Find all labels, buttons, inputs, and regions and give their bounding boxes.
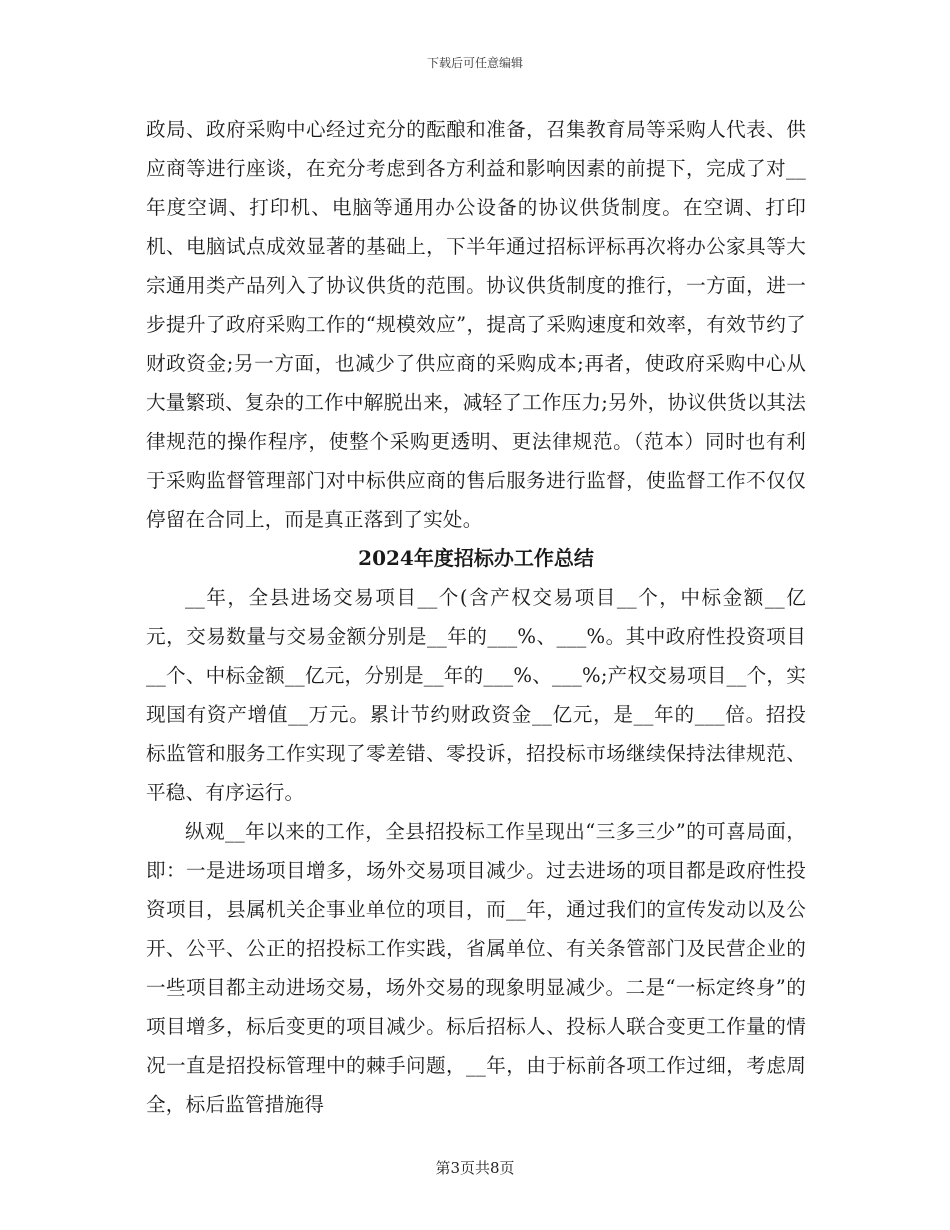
body-paragraph-2: 纵观__年以来的工作，全县招投标工作呈现出“三多三少”的可喜局面，即：一是进场项目增多，场外交易项目减少。过去进场的项目都是政府性投资项目，县属机关企事业单位的项目，而__年，通过我们的宣传发动以及公开、公平、公正的招投标工作实践，省属单位、有关条管部门及民营企业的一些项目都主动进场交易，场外交易的现象明显减少。二是“一标定终身”的项目增多，标后变更的项目减少。标后招标人、投标人联合变更工作量的情况一直是招投标管理中的棘手问题，__年，由于标前各项工作过细，考虑周全，标后监管措施得 [146, 820, 806, 1116]
document-body [146, 110, 806, 1124]
intro-paragraph: 政局、政府采购中心经过充分的酝酿和准备，召集教育局等采购人代表、供应商等进行座谈，在充分考虑到各方利益和影响因素的前提下，完成了对__年度空调、打印机、电脑等通用办公设备的协议供货制度。在空调、打印机、电脑试点成效显著的基础上，下半年通过招标评标再次将办公家具等大宗通用类产品列入了协议供货的范围。协议供货制度的推行，一方面，进一步提升了政府采购工作的“规模效应”，提高了采购速度和效率，有效节约了财政资金;另一方面，也减少了供应商的采购成本;再者，使政府采购中心从大量繁琐、复杂的工作中解脱出来，减轻了工作压力;另外，协议供货以其法律规范的操作程序，使整个采购更透明、更法律规范。（范本）同时也有利于采购监督管理部门对中标供应商的售后服务进行监督，使监督工作不仅仅停留在合同上，而是真正落到了实处。 [146, 118, 806, 531]
section-title: 2024年度招标办工作总结 [358, 546, 594, 570]
page-number: 第3页共8页 [435, 1159, 515, 1177]
header-note: 下载后可任意编辑 [426, 56, 523, 70]
body-paragraph-1: __年，全县进场交易项目__个(含产权交易项目__个，中标金额__亿元，交易数量与交易金额分别是__年的___%、___%。其中政府性投资项目__个、中标金额__亿元，分别是__年的___%、___%;产权交易项目__个，实现国有资产增值__万元。累计节约财政资金__亿元，是__年的___倍。招投标监管和服务工作实现了零差错、零投诉，招投标市场继续保持法律规范、平稳、有序运行。 [146, 586, 806, 804]
